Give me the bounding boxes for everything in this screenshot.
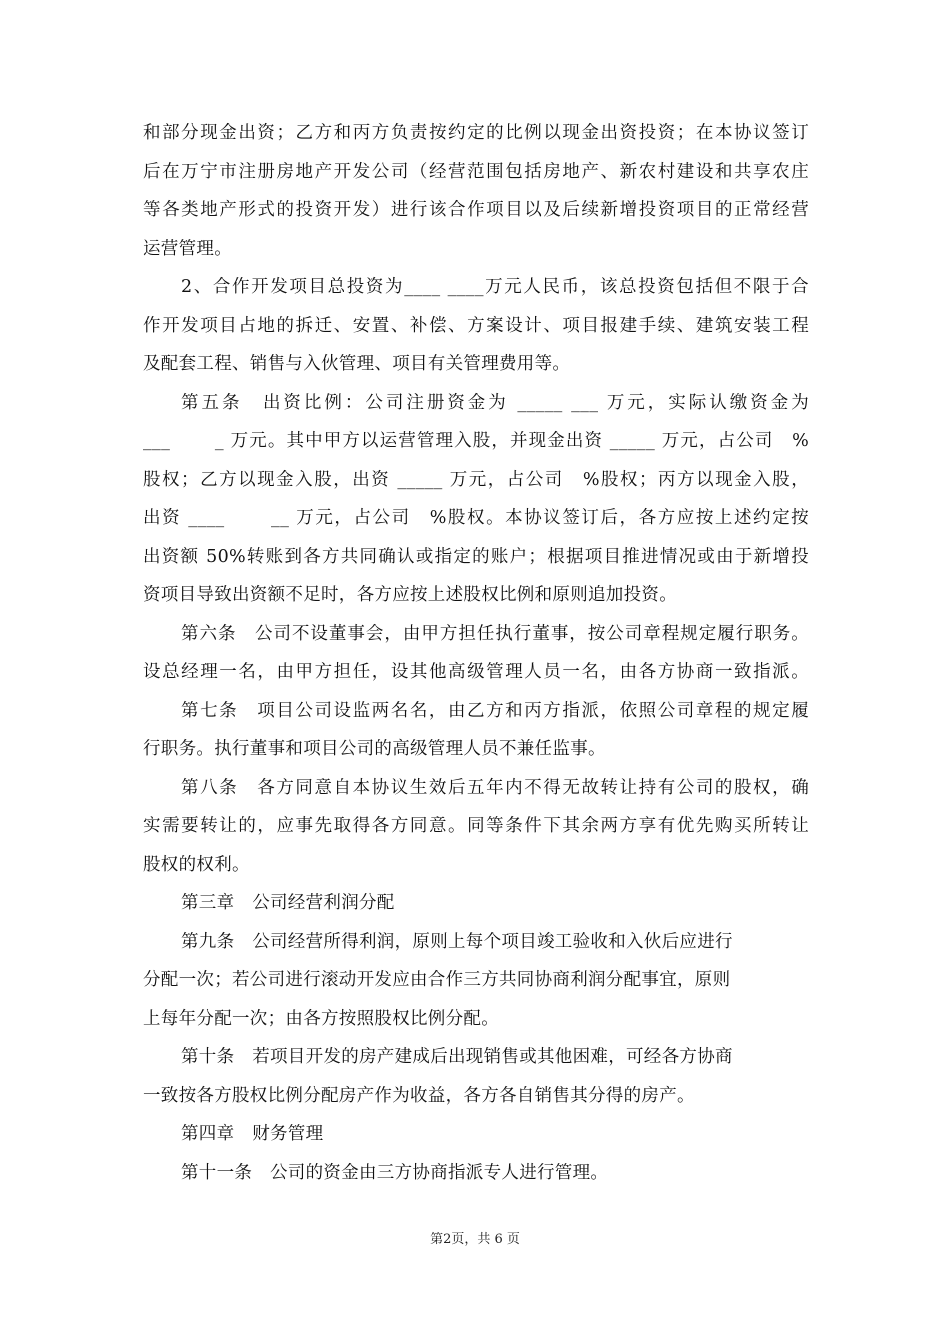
text-line: 作开发项目占地的拆迁、安置、补偿、方案设计、项目报建手续、建筑安装工程 (143, 315, 809, 336)
text-line: 等各类地产形式的投资开发）进行该合作项目以及后续新增投资项目的正常经营 (143, 200, 809, 220)
text-line: 第十条 若项目开发的房产建成后出现销售或其他困难，可经各方协商 (181, 1047, 733, 1067)
text-line: 第四章 财务管理 (181, 1124, 324, 1144)
text-line: 第八条 各方同意自本协议生效后五年内不得无故转让持有公司的股权，确 (181, 777, 809, 798)
text-line: 分配一次；若公司进行滚动开发应由合作三方共同协商利润分配事宜，原则 (143, 970, 731, 990)
text-line: 上每年分配一次；由各方按照股权比例分配。 (143, 1008, 499, 1029)
text-line: 实需要转让的，应事先取得各方同意。同等条件下其余两方享有优先购买所转让 (143, 816, 809, 836)
text-line: 第三章 公司经营利润分配 (181, 893, 395, 913)
text-line: 股权；乙方以现金入股，出资 _____ 万元，占公司 %股权；丙方以现金入股， (143, 469, 809, 490)
text-line: 第七条 项目公司设监两名名，由乙方和丙方指派，依照公司章程的规定履 (181, 700, 809, 721)
text-line: 行职务。执行董事和项目公司的高级管理人员不兼任监事。 (143, 739, 606, 759)
text-line: 及配套工程、销售与入伙管理、项目有关管理费用等。 (143, 354, 571, 374)
text-line: 出资 ____ __ 万元，占公司 %股权。本协议签订后，各方应按上述约定按 (143, 508, 809, 528)
text-line: 2、合作开发项目总投资为____ ____万元人民币，该总投资包括但不限于合 (181, 277, 809, 297)
text-line: 和部分现金出资；乙方和丙方负责按约定的比例以现金出资投资；在本协议签订 (143, 123, 809, 143)
text-line: 运营管理。 (143, 238, 232, 259)
text-line: 第五条 出资比例：公司注册资金为 _____ ___ 万元，实际认缴资金为 (181, 392, 809, 413)
text-line: 一致按各方股权比例分配房产作为收益，各方各自销售其分得的房产。 (143, 1085, 695, 1106)
text-line: 第六条 公司不设董事会，由甲方担任执行董事，按公司章程规定履行职务。 (181, 623, 809, 644)
text-line: 股权的权利。 (143, 854, 250, 875)
text-line: 第十一条 公司的资金由三方协商指派专人进行管理。 (181, 1162, 609, 1183)
text-line: ___ _ 万元。其中甲方以运营管理入股，并现金出资 _____ 万元，占公司 % (143, 431, 809, 451)
page-number: 第2页，共 6 页 (430, 1232, 520, 1247)
document-body (143, 114, 809, 1192)
text-line: 第九条 公司经营所得利润，原则上每个项目竣工验收和入伙后应进行 (181, 931, 733, 952)
text-line: 设总经理一名，由甲方担任，设其他高级管理人员一名，由各方协商一致指派。 (143, 662, 809, 682)
text-line: 出资额 50%转账到各方共同确认或指定的账户；根据项目推进情况或由于新增投 (143, 546, 809, 567)
text-line: 后在万宁市注册房地产开发公司（经营范围包括房地产、新农村建设和共享农庄 (143, 161, 809, 182)
text-line: 资项目导致出资额不足时，各方应按上述股权比例和原则追加投资。 (143, 585, 677, 605)
